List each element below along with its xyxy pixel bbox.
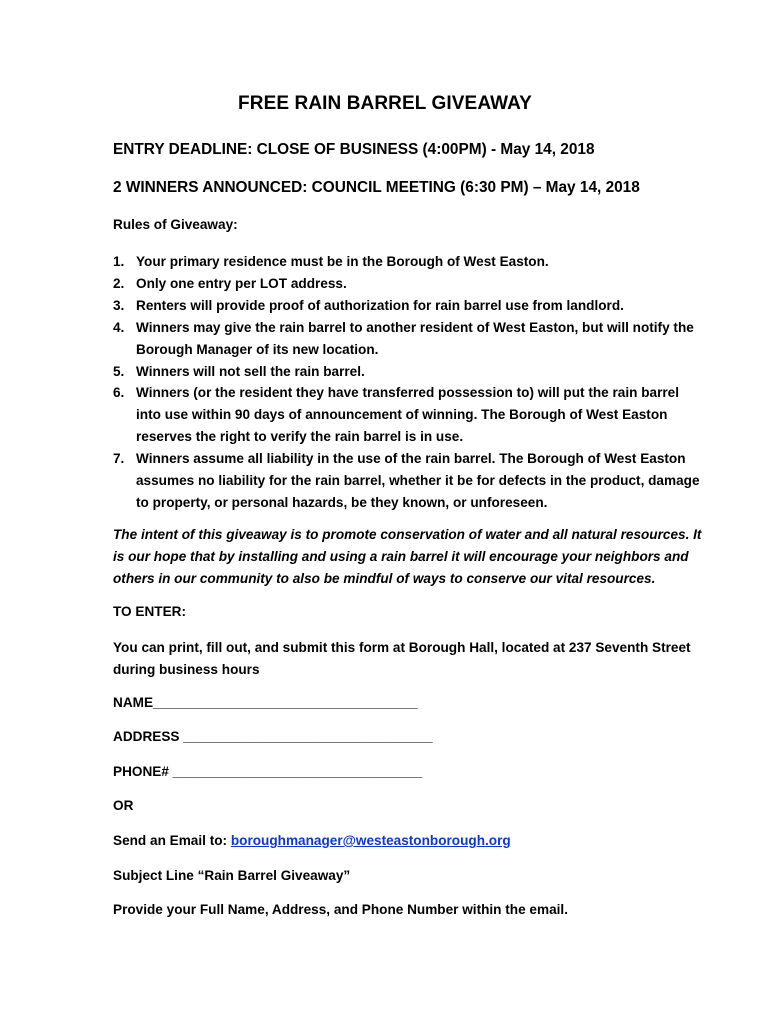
email-line	[113, 833, 511, 848]
provide-info: Provide your Full Name, Address, and Phone Number within the email.	[113, 902, 568, 917]
rule-number: 4.	[113, 319, 125, 335]
rule-number: 7.	[113, 451, 125, 467]
page-title: FREE RAIN BARREL GIVEAWAY	[238, 93, 532, 114]
email-link[interactable]: boroughmanager@westeastonborough.org	[230, 833, 511, 848]
rule-number: 6.	[113, 385, 125, 401]
rule-item	[113, 317, 703, 361]
rule-number: 3.	[113, 297, 125, 313]
rule-text: Your primary residence must be in the Borough of West Easton.	[136, 254, 549, 269]
rule-item	[113, 448, 703, 514]
address-field[interactable]: ADDRESS _________________________________	[113, 729, 433, 744]
rule-text: Winners may give the rain barrel to another resident of West Easton, but will notify the Borough Manager of its new location.	[136, 319, 694, 357]
rule-item	[113, 382, 703, 448]
subject-line: Subject Line “Rain Barrel Giveaway”	[113, 868, 351, 883]
rule-item	[113, 361, 703, 383]
entry-instructions: You can print, fill out, and submit this form at Borough Hall, located at 237 Seventh Street during business hours	[113, 640, 691, 677]
rules-list	[113, 251, 703, 514]
phone-field[interactable]: PHONE# _________________________________	[113, 764, 423, 779]
rule-item	[113, 295, 703, 317]
rule-text: Only one entry per LOT address.	[136, 275, 347, 291]
or-label: OR	[113, 798, 134, 813]
rule-text: Winners will not sell the rain barrel.	[136, 363, 365, 379]
rule-text: Winners (or the resident they have transferred possession to) will put the rain barrel into use within 90 days of announcement of winning. The Borough of West Easton reserves the right to verify the rain barrel is in use.	[136, 385, 679, 445]
entry-deadline: ENTRY DEADLINE: CLOSE OF BUSINESS (4:00PM) - May 14, 2018	[113, 141, 595, 158]
rule-number: 2.	[113, 275, 125, 291]
name-field[interactable]: NAME___________________________________	[113, 695, 418, 710]
email-prefix: Send an Email to:	[113, 833, 231, 848]
rule-item	[113, 273, 703, 295]
winners-announced: 2 WINNERS ANNOUNCED: COUNCIL MEETING (6:30 PM) – May 14, 2018	[113, 179, 640, 196]
to-enter-heading: TO ENTER:	[113, 604, 187, 619]
intent-statement: The intent of this giveaway is to promote conservation of water and all natural resources. It is our hope that by installing and using a rain barrel it will encourage your neighbors and others in our community to also be mindful of ways to conserve our vital resources.	[113, 527, 702, 586]
rule-number: 5.	[113, 363, 125, 379]
rule-number: 1.	[113, 254, 125, 269]
rule-item	[113, 251, 703, 273]
rule-text: Renters will provide proof of authorization for rain barrel use from landlord.	[136, 297, 624, 313]
rule-text: Winners assume all liability in the use of the rain barrel. The Borough of West Easton assumes no liability for the rain barrel, whether it be for defects in the product, damage to property, or personal hazards, be they known, or unforeseen.	[136, 451, 700, 510]
rules-label: Rules of Giveaway:	[113, 217, 238, 232]
